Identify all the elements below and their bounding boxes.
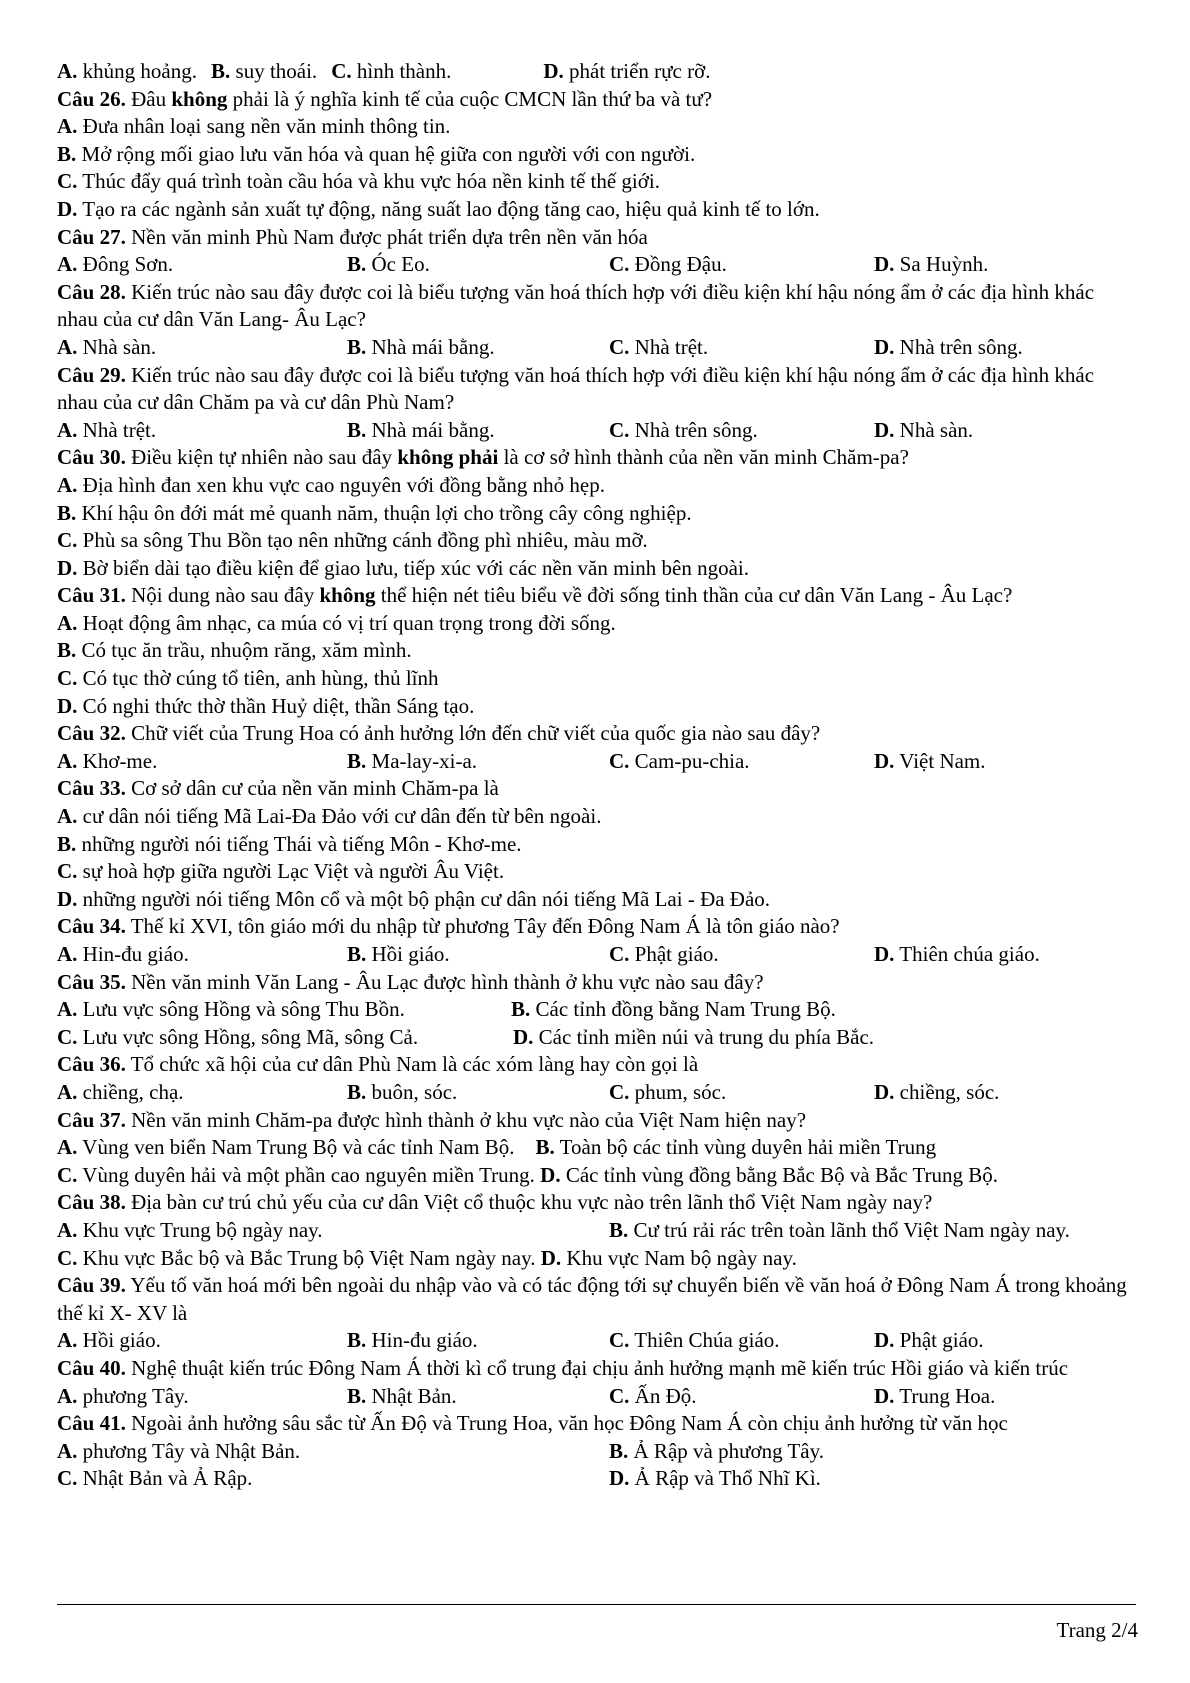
question-40: Câu 40. Nghệ thuật kiến trúc Đông Nam Á thời kì cổ trung đại chịu ảnh hưởng mạnh mẽ kiến trúc Hồi giáo và kiến trúc <box>57 1355 1069 1380</box>
q37-options-ab <box>57 1134 1137 1162</box>
q39-options <box>57 1327 1137 1355</box>
option-a: A. Khơ-me. <box>57 748 158 773</box>
option-b: B. Hồi giáo. <box>347 942 450 966</box>
option-b: B. Nhà mái bằng. <box>347 417 495 442</box>
question-38: Câu 38. Địa bàn cư trú chủ yếu của cư dân Việt cổ thuộc khu vực nào trên lãnh thổ Việt Nam ngày nay? <box>57 1190 933 1215</box>
prev-question-options <box>57 58 1137 86</box>
question-39: Câu 39. Yếu tố văn hoá mới bên ngoài du nhập vào và có tác động tới sự chuyển biến về văn hoá ở Đông Nam Á trong khoảng thế kỉ X- XV là <box>57 1273 1127 1325</box>
question-28: Câu 28. Kiến trúc nào sau đây được coi là biểu tượng văn hoá thích hợp với điều kiện khí hậu nóng ẩm ở các địa hình khác nhau của cư dân Văn Lang- Âu Lạc? <box>57 279 1095 332</box>
option-d: D. Ả Rập và Thổ Nhĩ Kì. <box>609 1466 821 1491</box>
question-37: Câu 37. Nền văn minh Chăm-pa được hình thành ở khu vực nào của Việt Nam hiện nay? <box>57 1107 807 1132</box>
q41-options-ab <box>57 1438 1137 1466</box>
question-26: Câu 26. Đâu không phải là ý nghĩa kinh tế của cuộc CMCN lần thứ ba và tư? <box>57 86 713 111</box>
option-c: C. hình thành. <box>331 59 452 83</box>
option-a: A. Lưu vực sông Hồng và sông Thu Bồn. <box>57 997 405 1022</box>
option-d: D. Khu vực Nam bộ ngày nay. <box>540 1245 797 1270</box>
q32-options <box>57 748 1137 776</box>
option-c: C. Phật giáo. <box>609 942 719 966</box>
q33-option-b: B. những người nói tiếng Thái và tiếng Môn - Khơ-me. <box>57 831 522 856</box>
option-b: B. Ả Rập và phương Tây. <box>609 1438 824 1463</box>
option-c: C. Cam-pu-chia. <box>609 748 750 773</box>
option-c: C. Khu vực Bắc bộ và Bắc Trung bộ Việt Nam ngày nay. <box>57 1245 536 1270</box>
option-c: C. Vùng duyên hải và một phần cao nguyên miền Trung. <box>57 1162 535 1187</box>
option-a: A. chiềng, chạ. <box>57 1079 184 1104</box>
option-d: D. Nhà sàn. <box>874 417 974 442</box>
q28-options <box>57 334 1137 362</box>
option-a: A. Nhà trệt. <box>57 417 157 442</box>
option-b: B. Óc Eo. <box>347 252 430 277</box>
question-27: Câu 27. Nền văn minh Phù Nam được phát triển dựa trên nền văn hóa <box>57 224 648 249</box>
q33-option-c: C. sự hoà hợp giữa người Lạc Việt và người Âu Việt. <box>57 859 505 884</box>
q38-options-ab <box>57 1217 1137 1245</box>
footer-divider <box>57 1604 1136 1605</box>
question-30: Câu 30. Điều kiện tự nhiên nào sau đây không phải là cơ sở hình thành của nền văn minh Chăm-pa? <box>57 445 909 470</box>
exam-page <box>57 58 1137 1493</box>
question-34: Câu 34. Thế kỉ XVI, tôn giáo mới du nhập từ phương Tây đến Đông Nam Á là tôn giáo nào? <box>57 914 840 939</box>
option-d: D. Phật giáo. <box>874 1328 984 1353</box>
q38-options-cd <box>57 1245 1137 1273</box>
option-a: A. phương Tây và Nhật Bản. <box>57 1438 301 1463</box>
question-29: Câu 29. Kiến trúc nào sau đây được coi là biểu tượng văn hoá thích hợp với điều kiện khí hậu nóng ẩm ở các địa hình khác nhau của cư dân Chăm pa và cư dân Phù Nam? <box>57 362 1095 415</box>
q27-options <box>57 251 1137 279</box>
q31-option-d: D. Có nghi thức thờ thần Huỷ diệt, thần Sáng tạo. <box>57 693 475 718</box>
q31-option-c: C. Có tục thờ cúng tổ tiên, anh hùng, thủ lĩnh <box>57 666 439 691</box>
q26-option-b: B. Mở rộng mối giao lưu văn hóa và quan hệ giữa con người với con người. <box>57 141 696 166</box>
option-b: B. Toàn bộ các tỉnh vùng duyên hải miền Trung <box>535 1135 937 1160</box>
q31-option-a: A. Hoạt động âm nhạc, ca múa có vị trí quan trọng trong đời sống. <box>57 610 616 635</box>
option-b: B. Hin-đu giáo. <box>347 1328 478 1353</box>
option-d: D. Các tỉnh vùng đồng bằng Bắc Bộ và Bắc Trung Bộ. <box>540 1162 999 1187</box>
option-c: C. Lưu vực sông Hồng, sông Mã, sông Cả. <box>57 1024 419 1049</box>
option-c: C. Ấn Độ. <box>609 1383 697 1408</box>
option-d: D. Việt Nam. <box>874 748 986 773</box>
option-d: D. Các tỉnh miền núi và trung du phía Bắc. <box>513 1024 875 1049</box>
option-a: A. khủng hoảng. <box>57 59 197 83</box>
option-b: B. Cư trú rải rác trên toàn lãnh thổ Việt Nam ngày nay. <box>609 1217 1070 1242</box>
option-a: A. Hin-đu giáo. <box>57 942 189 966</box>
question-32: Câu 32. Chữ viết của Trung Hoa có ảnh hưởng lớn đến chữ viết của quốc gia nào sau đây? <box>57 721 821 746</box>
option-a: A. phương Tây. <box>57 1383 189 1408</box>
option-c: C. phum, sóc. <box>609 1079 727 1104</box>
q26-option-d: D. Tạo ra các ngành sản xuất tự động, năng suất lao động tăng cao, hiệu quả kinh tế to lớn. <box>57 196 820 221</box>
option-d: D. Thiên chúa giáo. <box>874 942 1040 966</box>
option-d: D. Trung Hoa. <box>874 1383 996 1408</box>
q41-options-cd <box>57 1465 1137 1493</box>
question-35: Câu 35. Nền văn minh Văn Lang - Âu Lạc được hình thành ở khu vực nào sau đây? <box>57 969 764 994</box>
option-b: B. Nhật Bản. <box>347 1383 457 1408</box>
option-c: C. Đồng Đậu. <box>609 252 727 277</box>
option-b: B. Các tỉnh đồng bằng Nam Trung Bộ. <box>511 997 836 1022</box>
q31-option-b: B. Có tục ăn trầu, nhuộm răng, xăm mình. <box>57 638 412 663</box>
option-b: B. suy thoái. <box>211 59 318 83</box>
option-b: B. buôn, sóc. <box>347 1079 458 1104</box>
option-d: D. phát triển rực rỡ. <box>543 59 711 83</box>
option-c: C. Nhà trên sông. <box>609 417 758 442</box>
q37-options-cd <box>57 1162 1137 1190</box>
q36-options <box>57 1079 1137 1107</box>
option-c: C. Nhà trệt. <box>609 334 709 359</box>
q26-option-a: A. Đưa nhân loại sang nền văn minh thông tin. <box>57 114 451 139</box>
q26-option-c: C. Thúc đẩy quá trình toàn cầu hóa và khu vực hóa nền kinh tế thế giới. <box>57 169 660 194</box>
option-b: B. Nhà mái bằng. <box>347 334 495 359</box>
q40-options <box>57 1383 1137 1411</box>
q30-option-a: A. Địa hình đan xen khu vực cao nguyên với đồng bằng nhỏ hẹp. <box>57 472 605 497</box>
option-a: A. Hồi giáo. <box>57 1328 161 1353</box>
option-d: D. chiềng, sóc. <box>874 1079 1000 1104</box>
question-31: Câu 31. Nội dung nào sau đây không thể hiện nét tiêu biểu về đời sống tinh thần của cư dân Văn Lang - Âu Lạc? <box>57 583 1013 608</box>
question-36: Câu 36. Tổ chức xã hội của cư dân Phù Nam là các xóm làng hay còn gọi là <box>57 1052 699 1077</box>
option-a: A. Đông Sơn. <box>57 252 174 277</box>
q35-options-ab <box>57 996 1137 1024</box>
q30-option-c: C. Phù sa sông Thu Bồn tạo nên những cánh đồng phì nhiêu, màu mỡ. <box>57 528 648 553</box>
option-a: A. Vùng ven biển Nam Trung Bộ và các tỉnh Nam Bộ. <box>57 1135 515 1160</box>
q30-option-b: B. Khí hậu ôn đới mát mẻ quanh năm, thuận lợi cho trồng cây công nghiệp. <box>57 500 692 525</box>
q29-options <box>57 417 1137 445</box>
q30-option-d: D. Bờ biển dài tạo điều kiện để giao lưu, tiếp xúc với các nền văn minh bên ngoài. <box>57 555 750 580</box>
option-c: C. Nhật Bản và Ả Rập. <box>57 1466 253 1491</box>
q33-option-d: D. những người nói tiếng Môn cổ và một bộ phận cư dân nói tiếng Mã Lai - Đa Đảo. <box>57 886 771 911</box>
page-number: Trang 2/4 <box>1056 1618 1138 1642</box>
option-b: B. Ma-lay-xi-a. <box>347 748 478 773</box>
option-d: D. Sa Huỳnh. <box>874 252 989 277</box>
option-d: D. Nhà trên sông. <box>874 334 1023 359</box>
option-a: A. Nhà sàn. <box>57 334 157 359</box>
option-c: C. Thiên Chúa giáo. <box>609 1328 780 1353</box>
question-41: Câu 41. Ngoài ảnh hưởng sâu sắc từ Ấn Độ và Trung Hoa, văn học Đông Nam Á còn chịu ảnh hưởng từ văn học <box>57 1411 1008 1436</box>
q34-options <box>57 941 1137 969</box>
option-a: A. Khu vực Trung bộ ngày nay. <box>57 1217 323 1242</box>
question-33: Câu 33. Cơ sở dân cư của nền văn minh Chăm-pa là <box>57 776 499 801</box>
q33-option-a: A. cư dân nói tiếng Mã Lai-Đa Đảo với cư dân đến từ bên ngoài. <box>57 804 602 829</box>
q35-options-cd <box>57 1024 1137 1052</box>
